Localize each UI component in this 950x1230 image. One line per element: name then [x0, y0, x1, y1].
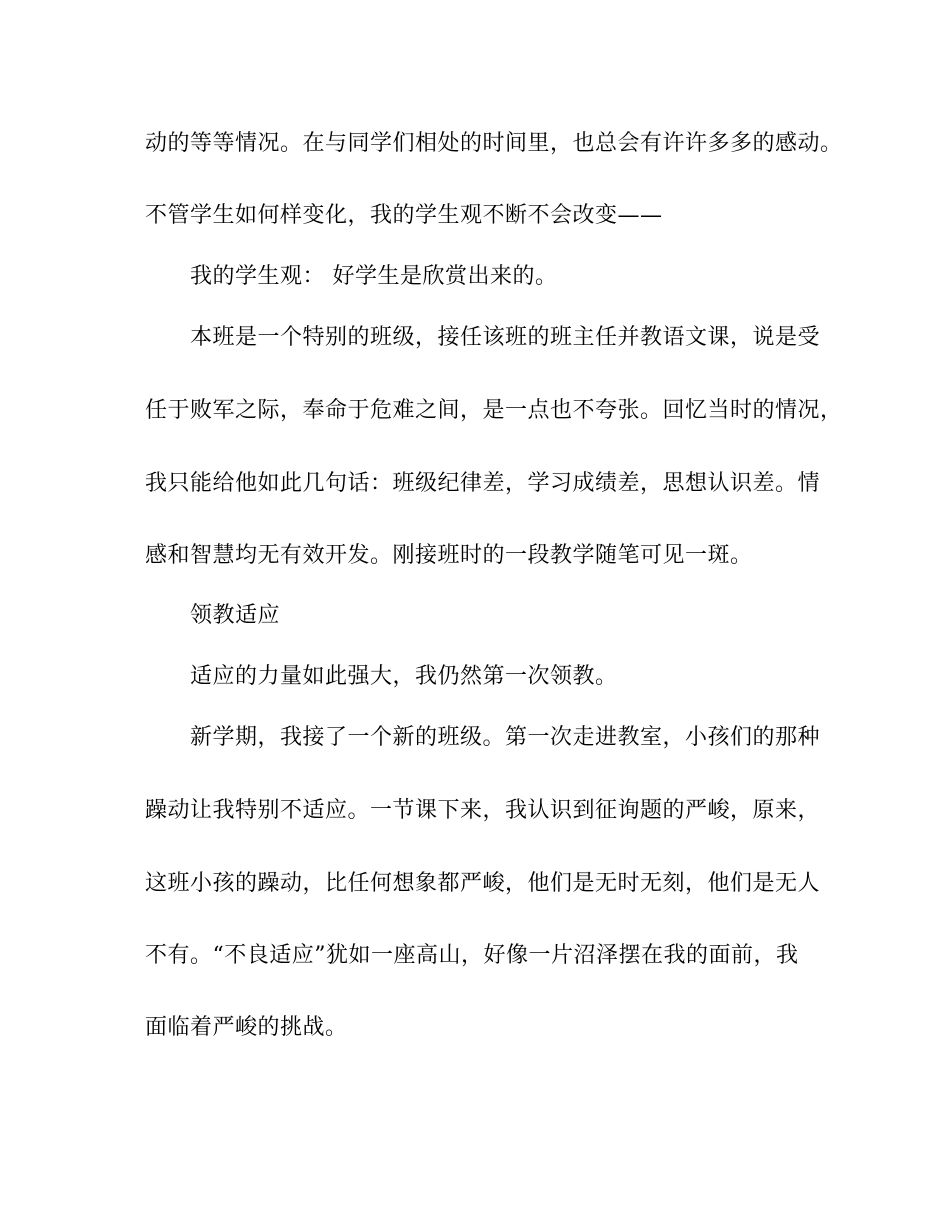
paragraph-line: 面临着严峻的挑战。: [145, 1015, 348, 1040]
section-heading: 领教适应: [190, 603, 281, 628]
paragraph-line: 任于败军之际，奉命于危难之间，是一点也不夸张。回忆当时的情况，: [145, 398, 843, 423]
paragraph-line: 不有。“不良适应”犹如一座高山，好像一片沼泽摆在我的面前，我: [145, 943, 799, 968]
paragraph-line: 不管学生如何样变化，我的学生观不断不会改变——: [145, 203, 663, 228]
paragraph-line: 新学期，我接了一个新的班级。第一次走进教室，小孩们的那种: [190, 725, 821, 750]
paragraph-line: 感和智慧均无有效开发。刚接班时的一段教学随笔可见一斑。: [145, 543, 753, 568]
paragraph-line: 我只能给他如此几句话：班级纪律差，学习成绩差，思想认识差。情: [145, 471, 821, 496]
paragraph-line: 这班小孩的躁动，比任何想象都严峻，他们是无时无刻，他们是无人: [145, 871, 821, 896]
paragraph-line: 躁动让我特别不适应。一节课下来，我认识到征询题的严峻，原来，: [145, 798, 821, 823]
paragraph-line: 动的等等情况。在与同学们相处的时间里，也总会有许许多多的感动。: [145, 131, 843, 156]
paragraph-line: 适应的力量如此强大，我仍然第一次领教。: [190, 664, 618, 689]
paragraph-line: 本班是一个特别的班级，接任该班的班主任并教语文课，说是受: [190, 325, 821, 350]
paragraph-line: 我的学生观： 好学生是欣赏出来的。: [190, 264, 558, 289]
